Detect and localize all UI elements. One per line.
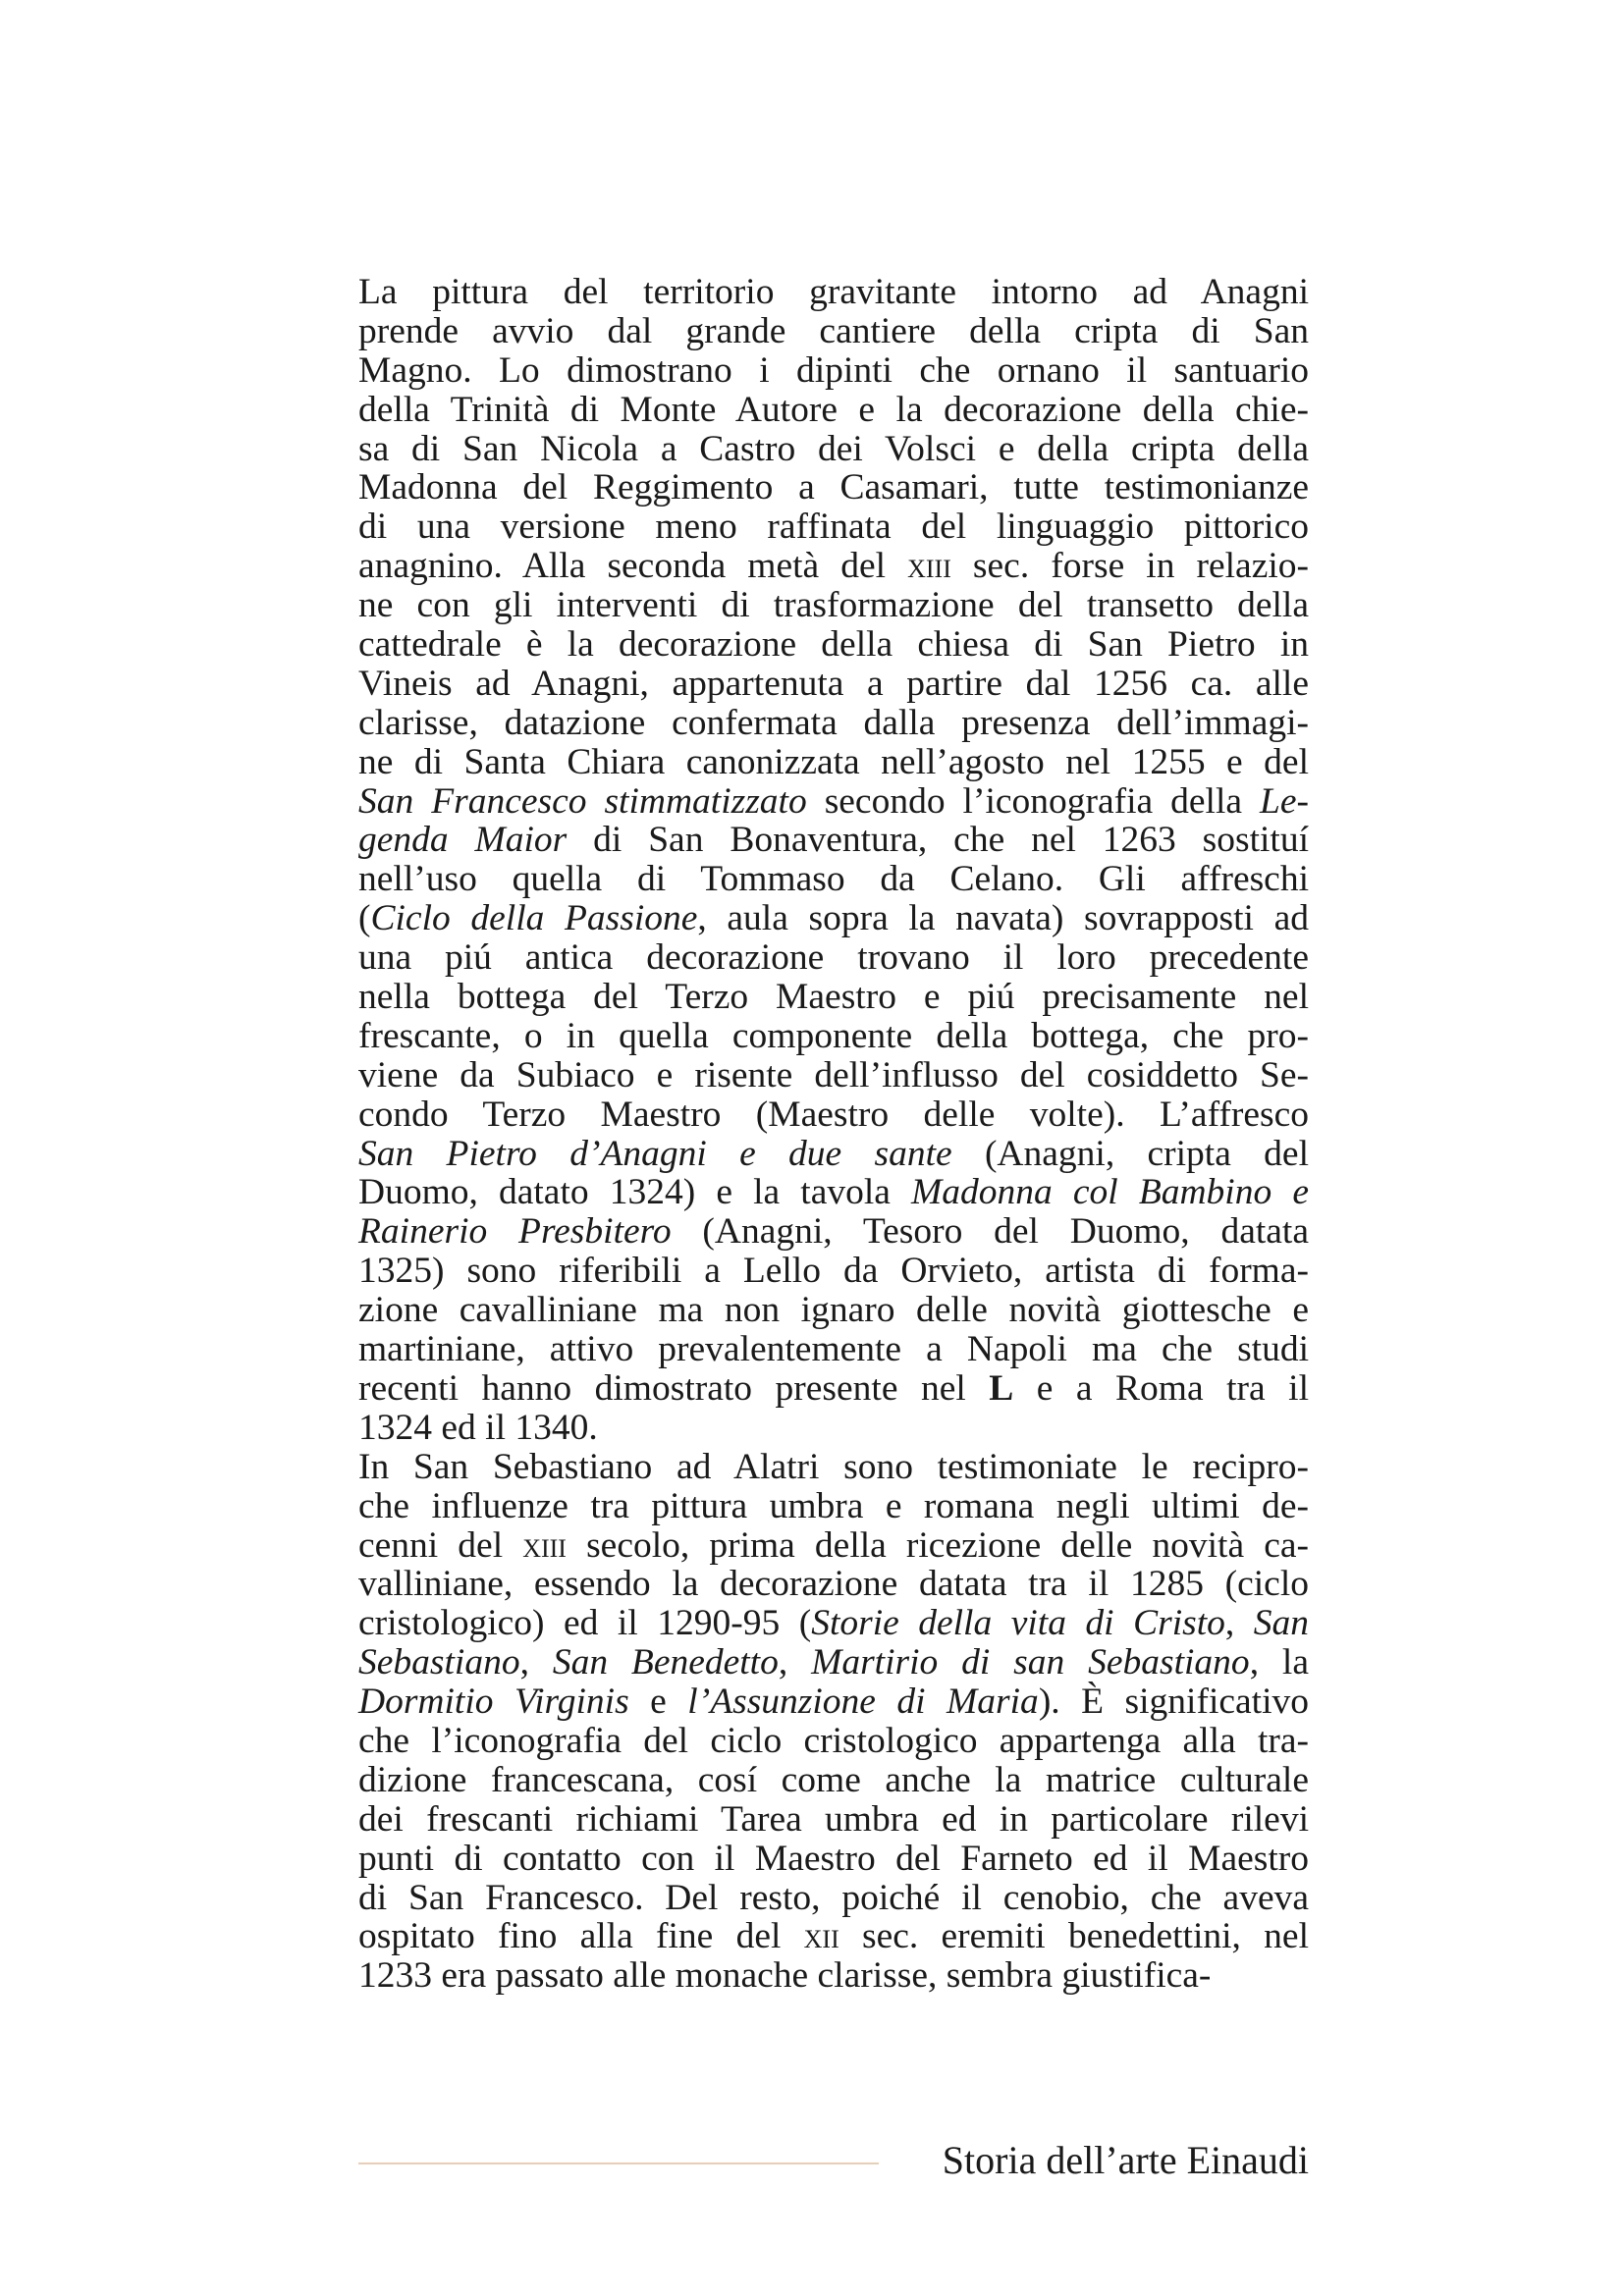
text-line bbox=[358, 1526, 1309, 1566]
text-line bbox=[358, 1291, 1309, 1330]
text-line bbox=[358, 547, 1309, 586]
text-line bbox=[358, 1722, 1309, 1761]
text-line bbox=[358, 1604, 1309, 1643]
text-segment: Madonna del Reggimento a Casamari, tutte testimonianze bbox=[358, 467, 1309, 508]
italic-title: Sebastiano bbox=[358, 1642, 520, 1683]
italic-title: San Pietro d’Anagni e due sante bbox=[358, 1133, 952, 1174]
text-segment: secondo l’iconografia della bbox=[806, 780, 1260, 822]
text-line bbox=[358, 586, 1309, 625]
italic-title: Rainerio Presbitero bbox=[358, 1211, 672, 1253]
text-segment: frescante, o in quella componente della bottega, che pro- bbox=[358, 1015, 1309, 1056]
text-segment: , bbox=[519, 1642, 553, 1683]
text-segment: dizione francescana, cosí come anche la matrice culturale bbox=[358, 1759, 1309, 1800]
text-line bbox=[358, 938, 1309, 978]
italic-title: Ciclo della Passione bbox=[370, 898, 698, 939]
text-segment: In San Sebastiano ad Alatri sono testimoniate le recipro- bbox=[358, 1446, 1309, 1487]
text-segment: anagnino. Alla seconda metà del bbox=[358, 546, 908, 587]
text-line bbox=[358, 351, 1309, 391]
text-segment: , la bbox=[1249, 1642, 1309, 1683]
text-segment: viene da Subiaco e risente dell’influsso del cosiddetto Se- bbox=[358, 1054, 1309, 1095]
text-line bbox=[358, 743, 1309, 782]
text-segment: e a Roma tra il bbox=[1013, 1367, 1309, 1409]
text-segment: prende avvio dal grande cantiere della cripta di San bbox=[358, 310, 1309, 351]
text-segment: , bbox=[778, 1642, 812, 1683]
text-segment: che l’iconografia del ciclo cristologico appartenga alla tra- bbox=[358, 1720, 1309, 1761]
text-segment: cattedrale è la decorazione della chiesa di San Pietro in bbox=[358, 624, 1309, 666]
text-segment: valliniane, essendo la decorazione datata tra il 1285 (ciclo bbox=[358, 1564, 1309, 1605]
italic-title: San Benedetto bbox=[552, 1642, 779, 1683]
text-segment: sec. forse in relazio- bbox=[950, 546, 1310, 587]
footer-title: Storia dell’arte Einaudi bbox=[942, 2138, 1309, 2182]
italic-title: San Francesco stimmatizzato bbox=[358, 780, 807, 822]
text-line bbox=[358, 1800, 1309, 1840]
text-line bbox=[358, 1252, 1309, 1291]
text-segment: punti di contatto con il Maestro del Farneto ed il Maestro bbox=[358, 1838, 1309, 1879]
text-line bbox=[358, 1682, 1309, 1722]
text-segment: recenti hanno dimostrato presente nel bbox=[358, 1367, 990, 1409]
text-line bbox=[358, 1879, 1309, 1918]
italic-title: San bbox=[1253, 1603, 1310, 1644]
text-line bbox=[358, 1840, 1309, 1879]
italic-title: genda Maior bbox=[358, 820, 568, 861]
text-segment: Magno. Lo dimostrano i dipinti che ornano il santuario bbox=[358, 349, 1309, 391]
text-line bbox=[358, 625, 1309, 665]
italic-title: Dormitio Virginis bbox=[358, 1682, 629, 1723]
text-segment: Duomo, datato 1324) e la tavola bbox=[358, 1172, 912, 1213]
text-line bbox=[358, 273, 1309, 312]
text-line bbox=[358, 1448, 1309, 1487]
text-line bbox=[358, 468, 1309, 507]
text-segment: clarisse, datazione confermata dalla presenza dell’immagi- bbox=[358, 702, 1309, 743]
text-line bbox=[358, 1173, 1309, 1212]
text-segment: La pittura del territorio gravitante intorno ad Anagni bbox=[358, 272, 1309, 312]
bold-symbol: L bbox=[989, 1367, 1014, 1409]
text-segment: di una versione meno raffinata del linguaggio pittorico bbox=[358, 507, 1309, 548]
text-line bbox=[358, 1212, 1309, 1252]
text-segment: cenni del bbox=[358, 1524, 523, 1566]
text-segment: , bbox=[1224, 1603, 1254, 1644]
paragraph-1 bbox=[358, 273, 1309, 1448]
text-segment: 1325) sono riferibili a Lello da Orvieto, artista di forma- bbox=[358, 1251, 1309, 1292]
text-line bbox=[358, 391, 1309, 430]
text-line bbox=[358, 1643, 1309, 1682]
text-line bbox=[358, 1956, 1309, 1996]
text-segment: 1233 era passato alle monache clarisse, sembra giustifica- bbox=[358, 1955, 1212, 1997]
text-line bbox=[358, 430, 1309, 469]
text-line bbox=[358, 978, 1309, 1017]
text-line bbox=[358, 507, 1309, 547]
text-segment: martiniane, attivo prevalentemente a Napoli ma che studi bbox=[358, 1329, 1309, 1370]
text-segment: (Anagni, Tesoro del Duomo, datata bbox=[671, 1211, 1309, 1253]
text-line bbox=[358, 860, 1309, 899]
text-line bbox=[358, 1565, 1309, 1604]
text-segment: ne con gli interventi di trasformazione del transetto della bbox=[358, 585, 1309, 626]
text-line bbox=[358, 1917, 1309, 1956]
text-line bbox=[358, 665, 1309, 704]
text-line bbox=[358, 782, 1309, 822]
text-segment: ospitato fino alla fine del bbox=[358, 1916, 804, 1957]
text-line bbox=[358, 1487, 1309, 1526]
text-segment: e bbox=[628, 1682, 688, 1723]
text-line bbox=[358, 1056, 1309, 1095]
text-line bbox=[358, 704, 1309, 743]
text-segment: cristologico) ed il 1290-95 ( bbox=[358, 1603, 812, 1644]
text-segment: (Anagni, cripta del bbox=[951, 1133, 1309, 1174]
text-line bbox=[358, 1135, 1309, 1174]
text-segment: nella bottega del Terzo Maestro e piú precisamente nel bbox=[358, 977, 1309, 1018]
text-line bbox=[358, 821, 1309, 860]
text-segment: nell’uso quella di Tommaso da Celano. Gli affreschi bbox=[358, 859, 1309, 900]
text-line bbox=[358, 1761, 1309, 1800]
text-segment: di San Francesco. Del resto, poiché il cenobio, che aveva bbox=[358, 1877, 1309, 1918]
text-segment: ). È significativo bbox=[1038, 1682, 1310, 1723]
century-numeral: xii bbox=[803, 1916, 839, 1957]
text-segment: una piú antica decorazione trovano il loro precedente bbox=[358, 937, 1309, 979]
text-segment: condo Terzo Maestro (Maestro delle volte). L’affresco bbox=[358, 1094, 1309, 1135]
paragraph-2 bbox=[358, 1448, 1309, 1996]
italic-title: Martirio di san Sebastiano bbox=[811, 1642, 1250, 1683]
text-segment: secolo, prima della ricezione delle novità ca- bbox=[566, 1524, 1309, 1566]
text-segment: di San Bonaventura, che nel 1263 sostituí bbox=[567, 820, 1310, 861]
italic-title: Storie della vita di Cristo bbox=[811, 1603, 1225, 1644]
text-segment: della Trinità di Monte Autore e la decorazione della chie- bbox=[358, 389, 1309, 430]
text-segment: ne di Santa Chiara canonizzata nell’agosto nel 1255 e del bbox=[358, 741, 1309, 782]
text-segment: , aula sopra la navata) sovrapposti ad bbox=[697, 898, 1309, 939]
text-segment: sa di San Nicola a Castro dei Volsci e della cripta della bbox=[358, 428, 1309, 469]
italic-title: Madonna col Bambino e bbox=[911, 1172, 1309, 1213]
century-numeral: xiii bbox=[907, 546, 951, 587]
text-segment: zione cavalliniane ma non ignaro delle novità giottesche e bbox=[358, 1290, 1309, 1331]
italic-title: Le- bbox=[1259, 780, 1309, 822]
century-numeral: xiii bbox=[522, 1524, 567, 1566]
text-segment: sec. eremiti benedettini, nel bbox=[839, 1916, 1309, 1957]
text-segment: ( bbox=[358, 898, 371, 939]
text-line bbox=[358, 1095, 1309, 1135]
text-line bbox=[358, 1017, 1309, 1056]
text-segment: 1324 ed il 1340. bbox=[358, 1407, 598, 1448]
footer-rule bbox=[358, 2163, 879, 2164]
text-line bbox=[358, 1330, 1309, 1369]
italic-title: l’Assunzione di Maria bbox=[687, 1682, 1039, 1723]
text-segment: dei frescanti richiami Tarea umbra ed in particolare rilevi bbox=[358, 1798, 1309, 1840]
body-text bbox=[358, 273, 1309, 1996]
text-line bbox=[358, 312, 1309, 351]
text-line bbox=[358, 1409, 1309, 1448]
text-line bbox=[358, 899, 1309, 938]
text-line bbox=[358, 1369, 1309, 1409]
text-segment: Vineis ad Anagni, appartenuta a partire dal 1256 ca. alle bbox=[358, 663, 1309, 704]
text-segment: che influenze tra pittura umbra e romana negli ultimi de- bbox=[358, 1485, 1309, 1526]
